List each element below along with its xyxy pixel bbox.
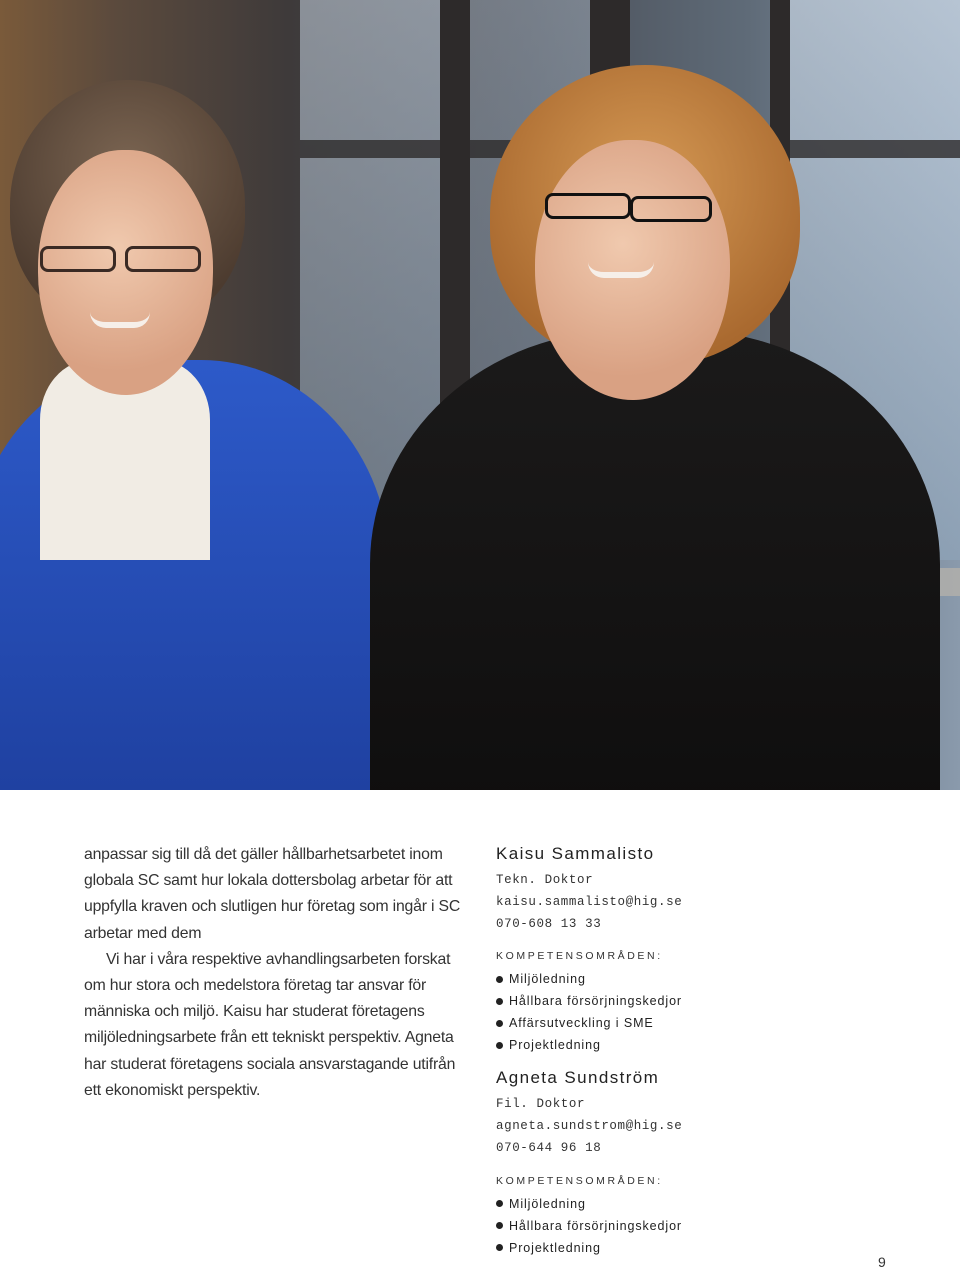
profiles xyxy=(496,844,816,1259)
bullet-icon xyxy=(496,976,503,983)
competence-heading: KOMPETENSOMRÅDEN: xyxy=(496,950,663,963)
competence-item: Projektledning xyxy=(496,1237,816,1259)
competence-item: Projektledning xyxy=(496,1034,816,1056)
page-number: 9 xyxy=(878,1254,886,1270)
competence-item: Hållbara försörjningskedjor xyxy=(496,1215,816,1237)
bullet-icon xyxy=(496,998,503,1005)
profile-email: kaisu.sammalisto@hig.se xyxy=(496,894,683,909)
bullet-icon xyxy=(496,1020,503,1027)
bullet-icon xyxy=(496,1200,503,1207)
bullet-icon xyxy=(496,1042,503,1049)
paragraph-2: Vi har i våra respektive avhandlingsarbeten forskat om hur stora och medelstora företag tar ansvar för människa och miljö. Kaisu har studerat företagens miljöledningsarbete från ett tekniskt perspektiv. Agneta har studerat företagens sociala ansvarstagande utifrån ett ekonomiskt perspektiv. xyxy=(84,950,456,1099)
profile-email: agneta.sundstrom@hig.se xyxy=(496,1119,683,1134)
competence-item: Affärsutveckling i SME xyxy=(496,1012,816,1034)
competence-list xyxy=(496,968,816,1056)
paragraph-1: anpassar sig till då det gäller hållbarhetsarbetet inom globala SC samt hur lokala dottersbolag arbetar för att uppfylla kraven och slutligen hur företag som ingår i SC arbetar med dem xyxy=(84,846,461,942)
profile-name: Kaisu Sammalisto xyxy=(496,844,655,863)
body-text xyxy=(84,842,466,1104)
profile-title: Fil. Doktor xyxy=(496,1097,586,1112)
profile-title: Tekn. Doktor xyxy=(496,873,594,887)
bullet-icon xyxy=(496,1222,503,1229)
competence-item: Miljöledning xyxy=(496,968,816,990)
competence-list xyxy=(496,1193,816,1259)
bullet-icon xyxy=(496,1244,503,1251)
profile-name: Agneta Sundström xyxy=(496,1068,660,1088)
profile-kaisu xyxy=(496,844,816,1056)
profile-agneta xyxy=(496,1068,816,1258)
competence-item: Hållbara försörjningskedjor xyxy=(496,990,816,1012)
profile-phone: 070-608 13 33 xyxy=(496,916,602,931)
competence-heading: KOMPETENSOMRÅDEN: xyxy=(496,1174,663,1187)
profile-phone: 070-644 96 18 xyxy=(496,1140,602,1155)
competence-item: Miljöledning xyxy=(496,1193,816,1215)
